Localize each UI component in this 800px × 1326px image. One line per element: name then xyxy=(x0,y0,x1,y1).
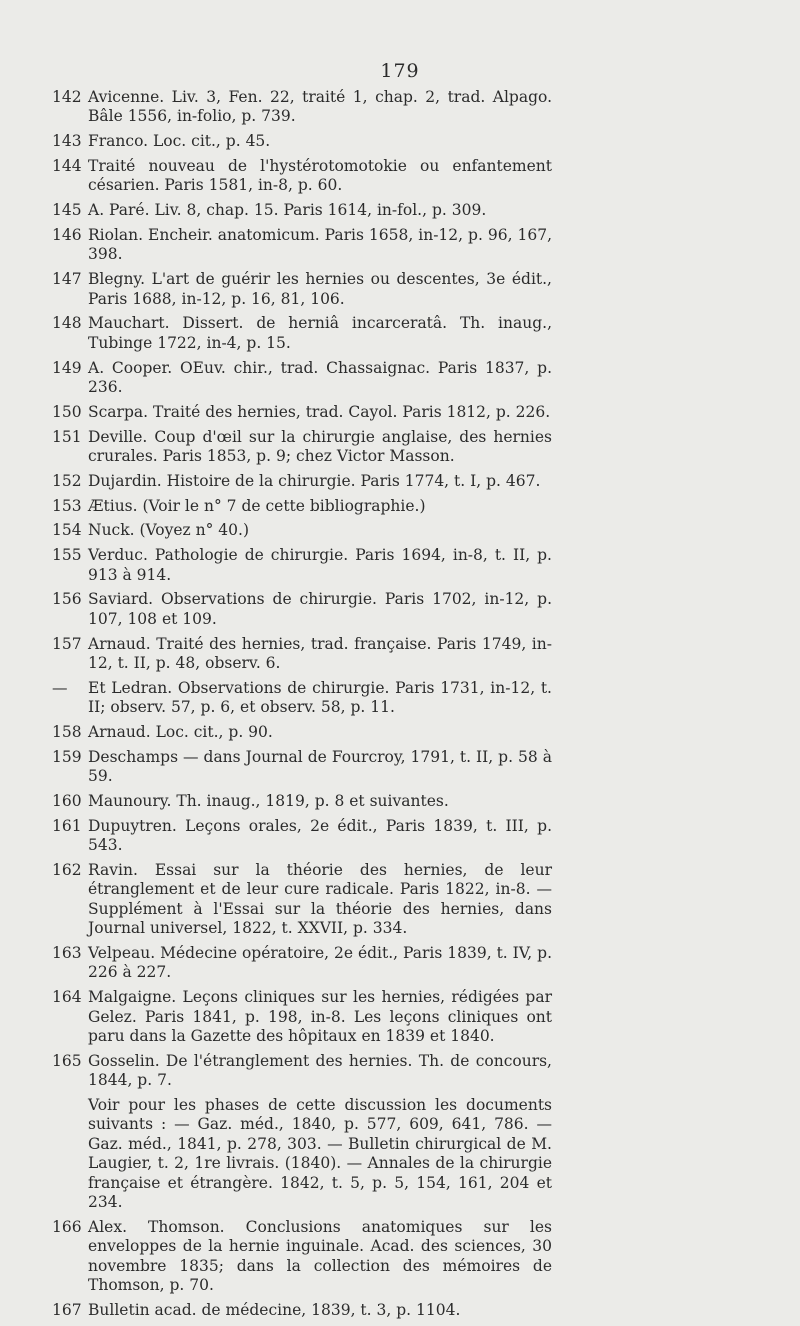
page-number: 179 xyxy=(380,60,420,82)
bibliography-entry xyxy=(52,157,552,196)
bibliography-entry xyxy=(52,861,552,939)
entry-number: 154 xyxy=(52,521,82,540)
entry-number: 143 xyxy=(52,132,82,151)
bibliography-entry xyxy=(52,403,552,422)
entry-number: 160 xyxy=(52,792,82,811)
bibliography-entry xyxy=(52,944,552,983)
entry-text: Ætius. (Voir le n° 7 de cette bibliographie.) xyxy=(88,496,426,515)
bibliography-entry xyxy=(52,88,552,127)
entry-text: Voir pour les phases de cette discussion les documents suivants : — Gaz. méd., 1840, p. 577, 609, 641, 786. — Gaz. méd., 1841, p. 278, 303. — Bulletin chirurgical de M. Laugier, t. 2, 1re livrais. (1840). — Annales de la chirurgie française et étrangère. 1842, t. 5, p. 5, 154, 161, 204 et 234. xyxy=(88,1096,552,1212)
bibliography-entry xyxy=(52,817,552,856)
entry-text: Verduc. Pathologie de chirurgie. Paris 1694, in-8, t. II, p. 913 à 914. xyxy=(88,546,552,584)
bibliography-entry xyxy=(52,270,552,309)
entry-text: Maunoury. Th. inaug., 1819, p. 8 et suivantes. xyxy=(88,792,449,811)
entry-text: Riolan. Encheir. anatomicum. Paris 1658, in-12, p. 96, 167, 398. xyxy=(88,226,552,264)
bibliography-entry xyxy=(52,679,552,718)
entry-number: 156 xyxy=(52,590,82,609)
entry-number: 148 xyxy=(52,314,82,333)
bibliography-entry xyxy=(52,988,552,1046)
bibliography-entry xyxy=(52,723,552,742)
bibliography-entry xyxy=(52,472,552,491)
entry-text: Saviard. Observations de chirurgie. Paris 1702, in-12, p. 107, 108 et 109. xyxy=(88,590,552,628)
entry-number: 149 xyxy=(52,358,82,377)
bibliography-entry xyxy=(52,635,552,674)
entry-text: Gosselin. De l'étranglement des hernies. Th. de concours, 1844, p. 7. xyxy=(88,1051,552,1090)
entry-number: 158 xyxy=(52,723,82,742)
entry-number: 159 xyxy=(52,747,82,766)
entry-text: Traité nouveau de l'hystérotomotokie ou enfantement césarien. Paris 1581, in-8, p. 60. xyxy=(88,157,552,195)
entry-text: Ravin. Essai sur la théorie des hernies, de leur étranglement et de leur cure radicale. Paris 1822, in-8. — Supplément à l'Essai sur la théorie des hernies, dans Journal universel, 1822, t. XXVII, p. 334. xyxy=(88,861,552,938)
entry-number: 163 xyxy=(52,944,82,963)
entry-number: 161 xyxy=(52,816,82,835)
entry-text: Nuck. (Voyez n° 40.) xyxy=(88,521,250,540)
entry-text: Franco. Loc. cit., p. 45. xyxy=(88,132,271,151)
bibliography-entry xyxy=(52,748,552,787)
entry-text: Et Ledran. Observations de chirurgie. Paris 1731, in-12, t. II; observ. 57, p. 6, et observ. 58, p. 11. xyxy=(88,678,552,717)
bibliography-entry xyxy=(52,590,552,629)
entry-number: 150 xyxy=(52,402,82,421)
bibliography-list xyxy=(52,88,552,1326)
bibliography-entry xyxy=(52,428,552,467)
bibliography-entry xyxy=(52,1052,552,1091)
bibliography-entry xyxy=(52,1218,552,1296)
bibliography-entry xyxy=(52,1301,552,1320)
entry-text: Deville. Coup d'œil sur la chirurgie anglaise, des hernies crurales. Paris 1853, p. 9; chez Victor Masson. xyxy=(88,427,552,466)
entry-text: Mauchart. Dissert. de herniâ incarceratâ. Th. inaug., Tubinge 1722, in-4, p. 15. xyxy=(88,314,552,352)
entry-text: Arnaud. Loc. cit., p. 90. xyxy=(88,723,273,742)
entry-text: Avicenne. Liv. 3, Fen. 22, traité 1, chap. 2, trad. Alpago. Bâle 1556, in-folio, p. 739. xyxy=(88,88,552,126)
bibliography-entry xyxy=(52,546,552,585)
entry-text: Dujardin. Histoire de la chirurgie. Paris 1774, t. I, p. 467. xyxy=(88,471,541,490)
bibliography-entry xyxy=(52,132,552,151)
entry-number: 167 xyxy=(52,1300,82,1319)
bibliography-entry xyxy=(52,792,552,811)
bibliography-entry xyxy=(52,359,552,398)
entry-number: 155 xyxy=(52,546,82,565)
entry-number: 146 xyxy=(52,226,82,244)
bibliography-note xyxy=(52,1096,552,1212)
entry-text: Velpeau. Médecine opératoire, 2e édit., Paris 1839, t. IV, p. 226 à 227. xyxy=(88,944,552,982)
entry-text: Alex. Thomson. Conclusions anatomiques sur les enveloppes de la hernie inguinale. Acad. des sciences, 30 novembre 1835; dans la collection des mémoires de Thomson, p. 70. xyxy=(88,1217,552,1295)
entry-number: 157 xyxy=(52,634,82,653)
bibliography-entry xyxy=(52,314,552,353)
entry-number: 166 xyxy=(52,1217,82,1236)
entry-text: Arnaud. Traité des hernies, trad. française. Paris 1749, in-12, t. II, p. 48, observ. 6. xyxy=(88,634,552,673)
entry-number: 165 xyxy=(52,1051,82,1070)
entry-text: Blegny. L'art de guérir les hernies ou descentes, 3e édit., Paris 1688, in-12, p. 16, 81, 106. xyxy=(88,270,552,308)
entry-text: A. Cooper. OEuv. chir., trad. Chassaignac. Paris 1837, p. 236. xyxy=(88,358,552,397)
entry-text: Dupuytren. Leçons orales, 2e édit., Paris 1839, t. III, p. 543. xyxy=(88,816,552,855)
entry-number: 145 xyxy=(52,201,82,220)
bibliography-entry xyxy=(52,201,552,220)
entry-text: Malgaigne. Leçons cliniques sur les hernies, rédigées par Gelez. Paris 1841, p. 198, in-8. Les leçons cliniques ont paru dans la Gazette des hôpitaux en 1839 et 1840. xyxy=(88,988,552,1046)
entry-text: Scarpa. Traité des hernies, trad. Cayol. Paris 1812, p. 226. xyxy=(88,402,551,421)
bibliography-entry xyxy=(52,226,552,265)
entry-number: 142 xyxy=(52,88,82,106)
entry-number: 162 xyxy=(52,861,82,880)
entry-text: Bulletin acad. de médecine, 1839, t. 3, p. 1104. xyxy=(88,1300,461,1319)
entry-number: — xyxy=(52,678,68,697)
entry-text: Deschamps — dans Journal de Fourcroy, 1791, t. II, p. 58 à 59. xyxy=(88,747,552,786)
bibliography-entry xyxy=(52,497,552,516)
entry-number: 153 xyxy=(52,496,82,515)
entry-number: 147 xyxy=(52,270,82,289)
entry-number: 164 xyxy=(52,988,82,1007)
entry-number: 144 xyxy=(52,157,82,175)
bibliography-entry xyxy=(52,521,552,540)
entry-number: 152 xyxy=(52,471,82,490)
entry-number: 151 xyxy=(52,427,82,446)
entry-text: A. Paré. Liv. 8, chap. 15. Paris 1614, in-fol., p. 309. xyxy=(88,201,487,220)
